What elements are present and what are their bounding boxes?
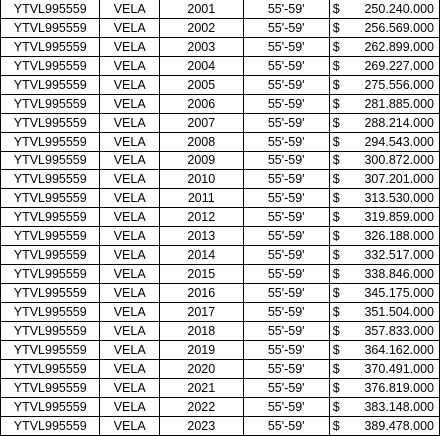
- price-amount: 389.478.000: [364, 418, 434, 433]
- price-amount: 345.175.000: [364, 286, 434, 301]
- code-cell: YTVL995559: [1, 113, 100, 132]
- code-cell: YTVL995559: [1, 151, 100, 170]
- price-amount: 376.819.000: [364, 380, 434, 395]
- currency-symbol: $: [332, 342, 340, 357]
- code-cell: YTVL995559: [1, 37, 100, 56]
- length-cell: 55'-59': [243, 265, 329, 284]
- length-cell: 55'-59': [243, 416, 329, 435]
- price-cell: [329, 18, 439, 37]
- model-cell: VELA: [100, 170, 159, 189]
- code-cell: YTVL995559: [1, 321, 100, 340]
- table-row: [1, 340, 440, 359]
- model-cell: VELA: [100, 113, 159, 132]
- length-cell: 55'-59': [243, 151, 329, 170]
- model-cell: VELA: [100, 0, 159, 18]
- code-cell: YTVL995559: [1, 303, 100, 322]
- code-cell: YTVL995559: [1, 94, 100, 113]
- model-cell: VELA: [100, 56, 159, 75]
- model-cell: VELA: [100, 359, 159, 378]
- currency-symbol: $: [332, 191, 340, 206]
- length-cell: 55'-59': [243, 321, 329, 340]
- length-cell: 55'-59': [243, 132, 329, 151]
- year-cell: 2015: [159, 265, 243, 284]
- price-amount: 250.240.000: [364, 1, 434, 16]
- code-cell: YTVL995559: [1, 170, 100, 189]
- table-row: [1, 132, 440, 151]
- price-amount: 294.543.000: [364, 134, 434, 149]
- currency-symbol: $: [332, 172, 340, 187]
- code-cell: YTVL995559: [1, 56, 100, 75]
- length-cell: 55'-59': [243, 378, 329, 397]
- currency-symbol: $: [332, 286, 340, 301]
- length-cell: 55'-59': [243, 113, 329, 132]
- price-amount: 351.504.000: [364, 304, 434, 319]
- year-cell: 2016: [159, 284, 243, 303]
- table-row: [1, 208, 440, 227]
- currency-symbol: $: [332, 248, 340, 263]
- year-cell: 2022: [159, 397, 243, 416]
- currency-symbol: $: [332, 115, 340, 130]
- code-cell: YTVL995559: [1, 75, 100, 94]
- price-amount: 319.859.000: [364, 210, 434, 225]
- price-table-body: [1, 0, 440, 435]
- year-cell: 2021: [159, 378, 243, 397]
- price-amount: 313.530.000: [364, 191, 434, 206]
- price-cell: [329, 265, 439, 284]
- price-amount: 332.517.000: [364, 248, 434, 263]
- year-cell: 2005: [159, 75, 243, 94]
- price-amount: 300.872.000: [364, 153, 434, 168]
- table-row: [1, 284, 440, 303]
- price-amount: 307.201.000: [364, 172, 434, 187]
- currency-symbol: $: [332, 380, 340, 395]
- table-row: [1, 378, 440, 397]
- model-cell: VELA: [100, 37, 159, 56]
- currency-symbol: $: [332, 96, 340, 111]
- currency-symbol: $: [332, 77, 340, 92]
- year-cell: 2004: [159, 56, 243, 75]
- model-cell: VELA: [100, 208, 159, 227]
- length-cell: 55'-59': [243, 359, 329, 378]
- table-row: [1, 56, 440, 75]
- currency-symbol: $: [332, 153, 340, 168]
- table-row: [1, 397, 440, 416]
- table-row: [1, 265, 440, 284]
- code-cell: YTVL995559: [1, 340, 100, 359]
- price-cell: [329, 56, 439, 75]
- currency-symbol: $: [332, 304, 340, 319]
- length-cell: 55'-59': [243, 208, 329, 227]
- code-cell: YTVL995559: [1, 359, 100, 378]
- code-cell: YTVL995559: [1, 132, 100, 151]
- price-cell: [329, 397, 439, 416]
- length-cell: 55'-59': [243, 75, 329, 94]
- length-cell: 55'-59': [243, 340, 329, 359]
- price-amount: 370.491.000: [364, 361, 434, 376]
- code-cell: YTVL995559: [1, 397, 100, 416]
- price-cell: [329, 113, 439, 132]
- year-cell: 2013: [159, 227, 243, 246]
- code-cell: YTVL995559: [1, 265, 100, 284]
- year-cell: 2020: [159, 359, 243, 378]
- table-row: [1, 227, 440, 246]
- currency-symbol: $: [332, 58, 340, 73]
- currency-symbol: $: [332, 399, 340, 414]
- year-cell: 2023: [159, 416, 243, 435]
- model-cell: VELA: [100, 132, 159, 151]
- price-amount: 256.569.000: [364, 20, 434, 35]
- model-cell: VELA: [100, 284, 159, 303]
- model-cell: VELA: [100, 18, 159, 37]
- model-cell: VELA: [100, 189, 159, 208]
- year-cell: 2018: [159, 321, 243, 340]
- currency-symbol: $: [332, 418, 340, 433]
- price-cell: [329, 378, 439, 397]
- length-cell: 55'-59': [243, 189, 329, 208]
- table-row: [1, 0, 440, 18]
- table-row: [1, 75, 440, 94]
- code-cell: YTVL995559: [1, 416, 100, 435]
- table-row: [1, 18, 440, 37]
- currency-symbol: $: [332, 210, 340, 225]
- model-cell: VELA: [100, 94, 159, 113]
- model-cell: VELA: [100, 227, 159, 246]
- year-cell: 2007: [159, 113, 243, 132]
- table-row: [1, 359, 440, 378]
- year-cell: 2006: [159, 94, 243, 113]
- currency-symbol: $: [332, 361, 340, 376]
- price-amount: 364.162.000: [364, 342, 434, 357]
- year-cell: 2003: [159, 37, 243, 56]
- price-cell: [329, 246, 439, 265]
- price-cell: [329, 359, 439, 378]
- length-cell: 55'-59': [243, 37, 329, 56]
- price-cell: [329, 208, 439, 227]
- code-cell: YTVL995559: [1, 18, 100, 37]
- model-cell: VELA: [100, 75, 159, 94]
- year-cell: 2009: [159, 151, 243, 170]
- price-amount: 357.833.000: [364, 323, 434, 338]
- price-cell: [329, 227, 439, 246]
- year-cell: 2001: [159, 0, 243, 18]
- code-cell: YTVL995559: [1, 378, 100, 397]
- year-cell: 2019: [159, 340, 243, 359]
- table-row: [1, 170, 440, 189]
- table-row: [1, 321, 440, 340]
- price-amount: 338.846.000: [364, 267, 434, 282]
- year-cell: 2011: [159, 189, 243, 208]
- price-amount: 275.556.000: [364, 77, 434, 92]
- price-cell: [329, 340, 439, 359]
- length-cell: 55'-59': [243, 397, 329, 416]
- table-row: [1, 189, 440, 208]
- currency-symbol: $: [332, 1, 340, 16]
- price-amount: 269.227.000: [364, 58, 434, 73]
- price-cell: [329, 0, 439, 18]
- code-cell: YTVL995559: [1, 0, 100, 18]
- length-cell: 55'-59': [243, 18, 329, 37]
- price-cell: [329, 37, 439, 56]
- length-cell: 55'-59': [243, 56, 329, 75]
- price-cell: [329, 75, 439, 94]
- price-cell: [329, 151, 439, 170]
- code-cell: YTVL995559: [1, 246, 100, 265]
- length-cell: 55'-59': [243, 170, 329, 189]
- code-cell: YTVL995559: [1, 227, 100, 246]
- year-cell: 2014: [159, 246, 243, 265]
- model-cell: VELA: [100, 151, 159, 170]
- year-cell: 2012: [159, 208, 243, 227]
- currency-symbol: $: [332, 267, 340, 282]
- code-cell: YTVL995559: [1, 284, 100, 303]
- price-cell: [329, 416, 439, 435]
- code-cell: YTVL995559: [1, 189, 100, 208]
- price-amount: 281.885.000: [364, 96, 434, 111]
- currency-symbol: $: [332, 134, 340, 149]
- price-cell: [329, 94, 439, 113]
- price-cell: [329, 321, 439, 340]
- code-cell: YTVL995559: [1, 208, 100, 227]
- model-cell: VELA: [100, 397, 159, 416]
- length-cell: 55'-59': [243, 0, 329, 18]
- price-cell: [329, 284, 439, 303]
- price-cell: [329, 189, 439, 208]
- price-amount: 326.188.000: [364, 229, 434, 244]
- year-cell: 2010: [159, 170, 243, 189]
- table-row: [1, 94, 440, 113]
- model-cell: VELA: [100, 416, 159, 435]
- length-cell: 55'-59': [243, 284, 329, 303]
- table-row: [1, 303, 440, 322]
- year-cell: 2008: [159, 132, 243, 151]
- year-cell: 2002: [159, 18, 243, 37]
- price-amount: 262.899.000: [364, 39, 434, 54]
- model-cell: VELA: [100, 340, 159, 359]
- year-cell: 2017: [159, 303, 243, 322]
- price-cell: [329, 132, 439, 151]
- table-row: [1, 246, 440, 265]
- model-cell: VELA: [100, 246, 159, 265]
- currency-symbol: $: [332, 39, 340, 54]
- table-row: [1, 416, 440, 435]
- model-cell: VELA: [100, 321, 159, 340]
- price-cell: [329, 170, 439, 189]
- currency-symbol: $: [332, 323, 340, 338]
- length-cell: 55'-59': [243, 246, 329, 265]
- model-cell: VELA: [100, 265, 159, 284]
- length-cell: 55'-59': [243, 227, 329, 246]
- table-row: [1, 113, 440, 132]
- length-cell: 55'-59': [243, 94, 329, 113]
- length-cell: 55'-59': [243, 303, 329, 322]
- currency-symbol: $: [332, 229, 340, 244]
- currency-symbol: $: [332, 20, 340, 35]
- model-cell: VELA: [100, 378, 159, 397]
- model-cell: VELA: [100, 303, 159, 322]
- price-amount: 288.214.000: [364, 115, 434, 130]
- table-row: [1, 37, 440, 56]
- table-row: [1, 151, 440, 170]
- price-amount: 383.148.000: [364, 399, 434, 414]
- price-cell: [329, 303, 439, 322]
